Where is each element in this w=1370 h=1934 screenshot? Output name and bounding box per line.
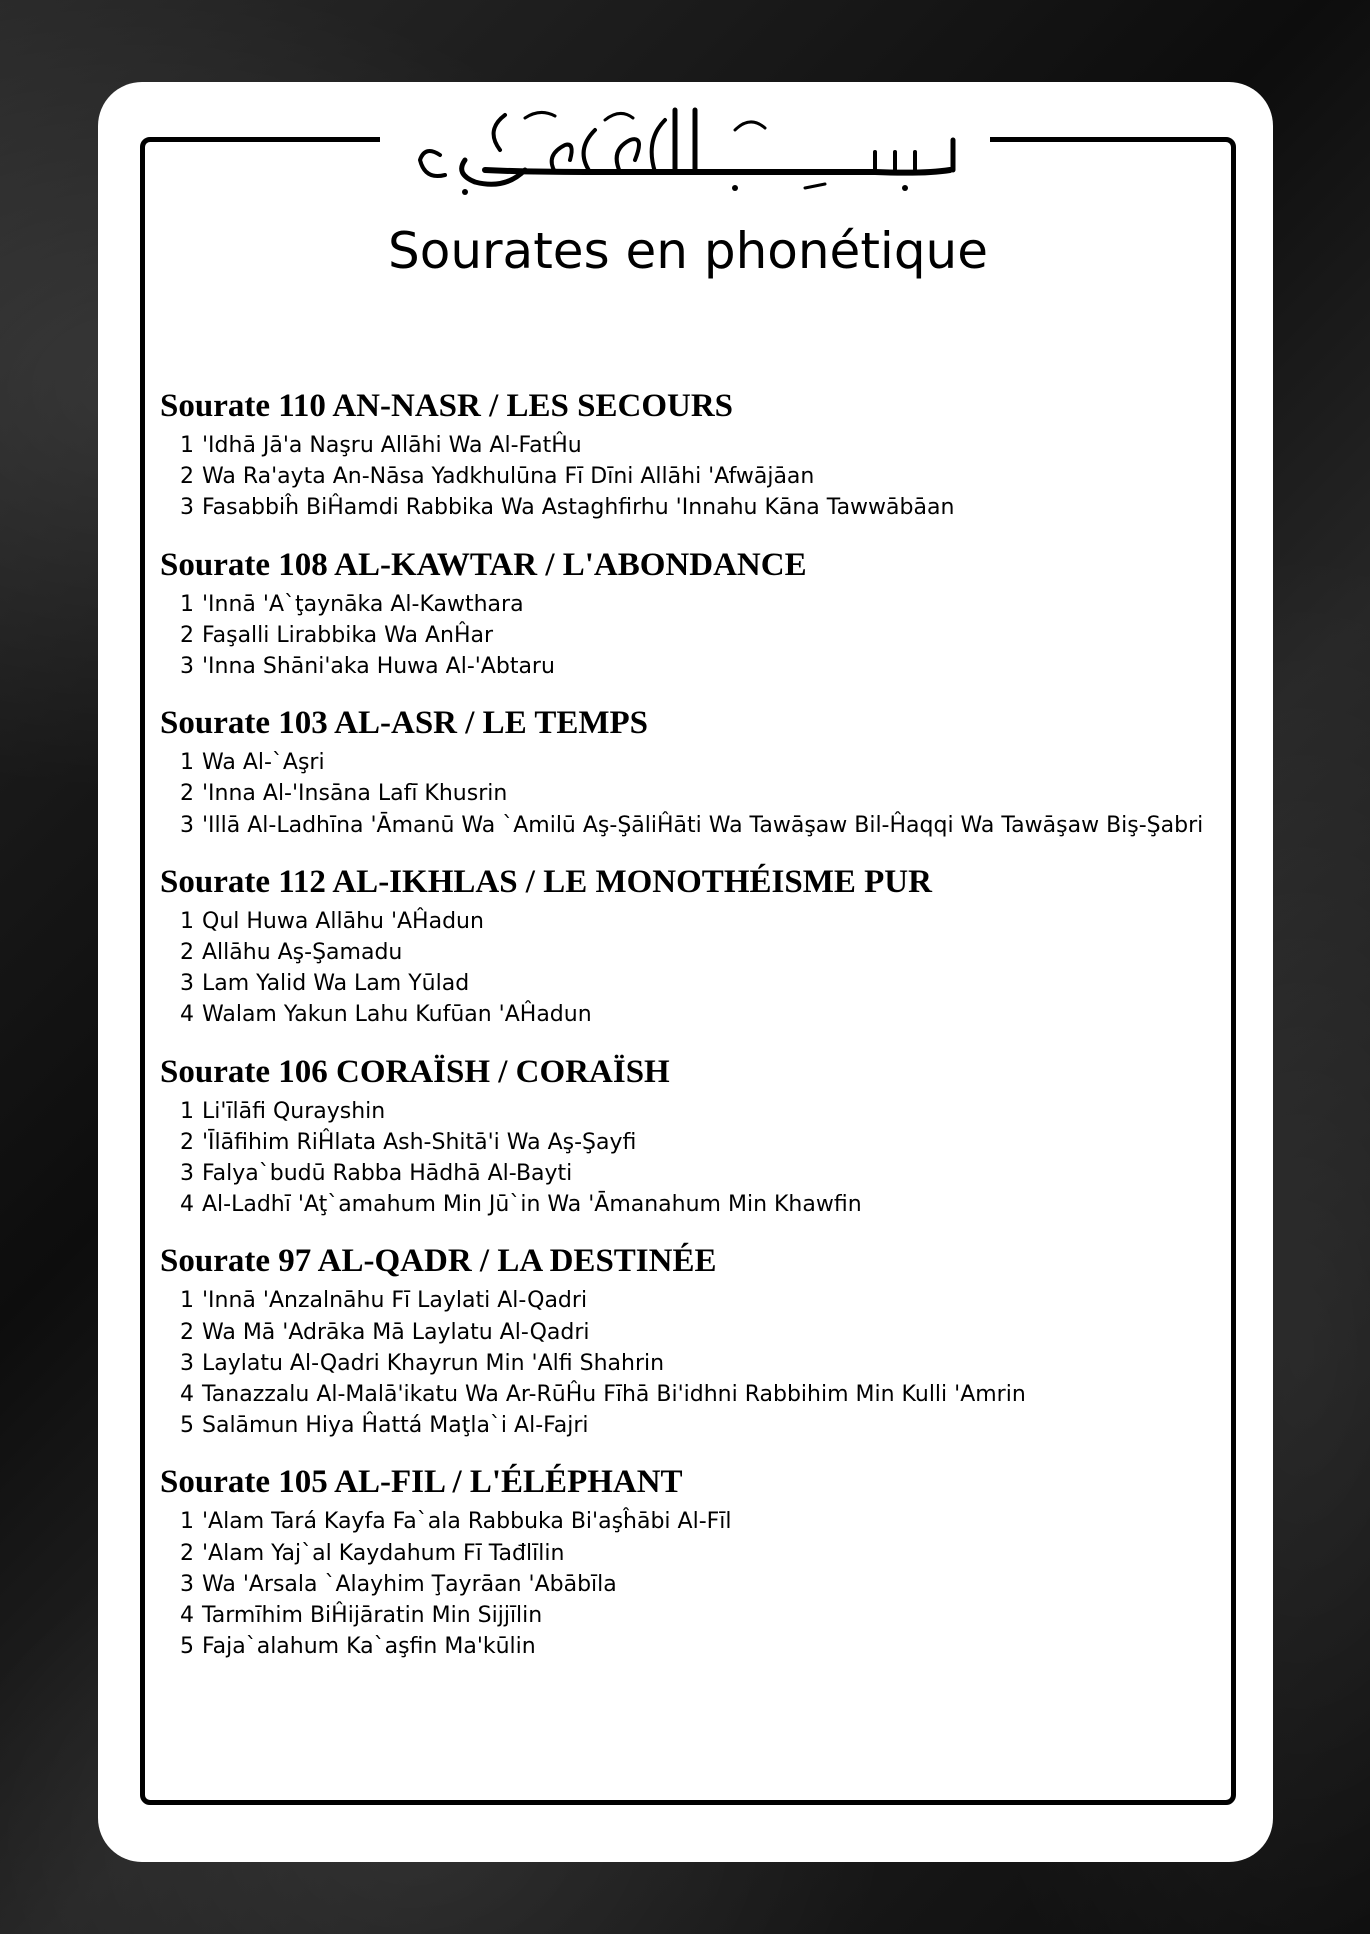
verse-number: 3 (180, 1571, 194, 1597)
verse-text: Wa Al-`Aşri (202, 750, 325, 776)
verse-text: Wa 'Arsala `Alayhim Ţayrāan 'Abābīla (202, 1571, 617, 1597)
verse-text: Fasabbiĥ BiĤamdi Rabbika Wa Astaghfirhu 'Innahu Kāna Tawwābāan (202, 495, 955, 521)
surah-section (160, 858, 1240, 1031)
verse-text: 'Idhā Jā'a Naşru Allāhi Wa Al-FatĤu (202, 433, 582, 458)
verse-text: 'Īlāfihim RiĤlata Ash-Shitā'i Wa Aş-Şayfi (202, 1129, 637, 1155)
verse-line (180, 1631, 1240, 1662)
verse-line (180, 968, 1240, 999)
verse-text: Tanazzalu Al-Malā'ikatu Wa Ar-RūĤu Fīhā Bi'idhni Rabbihim Min Kulli 'Amrin (202, 1382, 1026, 1408)
verse-number: 4 (180, 1382, 194, 1408)
section-gap (160, 682, 1240, 699)
verse-list (180, 430, 1240, 524)
verse-number: 2 (180, 622, 194, 648)
verse-line (180, 620, 1240, 651)
surah-title: Sourate 106 CORAÏSH / CORAÏSH (160, 1053, 670, 1090)
surah-title: Sourate 97 AL-QADR / LA DESTINÉE (160, 1243, 717, 1280)
verse-text: Lam Yalid Wa Lam Yūlad (202, 971, 470, 997)
verse-text: 'Alam Yaj`al Kaydahum Fī Tađlīlin (202, 1540, 565, 1566)
verse-text: Faşalli Lirabbika Wa AnĤar (202, 622, 494, 648)
verse-list (180, 747, 1240, 841)
verse-line (180, 1379, 1240, 1410)
verse-list (180, 906, 1240, 1031)
verse-line (180, 1127, 1240, 1158)
verse-number: 4 (180, 1603, 194, 1629)
verse-list (180, 589, 1240, 683)
verse-line (180, 1158, 1240, 1189)
verse-line (180, 778, 1240, 809)
verse-number: 2 (180, 940, 194, 966)
verse-number: 2 (180, 781, 194, 807)
verse-number: 4 (180, 1002, 194, 1028)
verse-number: 1 (180, 1288, 194, 1314)
verse-line (180, 1189, 1240, 1220)
section-gap (160, 1220, 1240, 1237)
verse-number: 1 (180, 591, 194, 617)
verse-number: 2 (180, 464, 194, 490)
surah-section (160, 541, 1240, 683)
verse-list (180, 1285, 1240, 1441)
section-gap (160, 1031, 1240, 1048)
verse-text: Li'īlāfi Qurayshin (202, 1098, 386, 1124)
verse-text: 'Alam Tará Kayfa Fa`ala Rabbuka Bi'aşĥābi Al-Fīl (202, 1509, 732, 1535)
verse-line (180, 999, 1240, 1030)
surah-title: Sourate 110 AN-NASR / LES SECOURS (160, 388, 734, 424)
surah-section (160, 1237, 1240, 1441)
surah-section (160, 1048, 1240, 1221)
section-gap (160, 1441, 1240, 1458)
verse-line (180, 589, 1240, 620)
verse-text: Wa Mā 'Adrāka Mā Laylatu Al-Qadri (202, 1319, 590, 1345)
verse-number: 3 (180, 1350, 194, 1376)
bismillah-calligraphy-icon (405, 100, 965, 196)
section-gap (160, 841, 1240, 858)
verse-number: 2 (180, 1540, 194, 1566)
verse-line (180, 1410, 1240, 1441)
surah-section (160, 382, 1240, 524)
verse-line (180, 1096, 1240, 1127)
verse-line (180, 747, 1240, 778)
verse-number: 5 (180, 1634, 194, 1660)
page-title: Sourates en phonétique (387, 222, 989, 280)
verse-line (180, 906, 1240, 937)
verse-text: Salāmun Hiya Ĥattá Maţla`i Al-Fajri (202, 1413, 589, 1439)
verse-text: 'Innā 'Anzalnāhu Fī Laylati Al-Qadri (202, 1288, 588, 1314)
verse-line (180, 461, 1240, 492)
surah-section (160, 1458, 1240, 1662)
verse-number: 1 (180, 433, 194, 458)
verse-number: 3 (180, 654, 194, 680)
verse-text: Walam Yakun Lahu Kufūan 'AĤadun (202, 1002, 592, 1028)
verse-line (180, 1538, 1240, 1569)
verse-text: 'Illā Al-Ladhīna 'Āmanū Wa `Amilū Aş-ŞāliĤāti Wa Tawāşaw Bil-Ĥaqqi Wa Tawāşaw Biş-Şabri (202, 812, 1204, 838)
surah-section (160, 699, 1240, 841)
verse-number: 3 (180, 812, 194, 838)
verse-text: Laylatu Al-Qadri Khayrun Min 'Alfi Shahrin (202, 1350, 665, 1376)
surah-title: Sourate 105 AL-FIL / L'ÉLÉPHANT (160, 1464, 683, 1501)
verse-line (180, 1506, 1240, 1537)
verse-line (180, 1285, 1240, 1316)
verse-line (180, 492, 1240, 523)
verse-text: Wa Ra'ayta An-Nāsa Yadkhulūna Fī Dīni Allāhi 'Afwājāan (202, 464, 815, 490)
verse-text: Al-Ladhī 'Aţ`amahum Min Jū`in Wa 'Āmanahum Min Khawfin (202, 1192, 862, 1218)
surah-title: Sourate 112 AL-IKHLAS / LE MONOTHÉISME PUR (160, 863, 932, 900)
verse-line (180, 651, 1240, 682)
verse-text: 'Inna Shāni'aka Huwa Al-'Abtaru (202, 654, 555, 680)
verse-line (180, 1569, 1240, 1600)
verse-line (180, 1317, 1240, 1348)
verse-number: 3 (180, 1161, 194, 1187)
verse-number: 1 (180, 908, 194, 934)
section-gap (160, 524, 1240, 541)
verse-number: 1 (180, 1509, 194, 1535)
verse-number: 2 (180, 1319, 194, 1345)
verse-text: Falya`budū Rabba Hādhā Al-Bayti (202, 1161, 573, 1187)
verse-number: 3 (180, 495, 194, 521)
verse-line (180, 937, 1240, 968)
verse-number: 4 (180, 1192, 194, 1218)
verse-number: 1 (180, 1098, 194, 1124)
verse-list (180, 1096, 1240, 1221)
bismillah-calligraphy (380, 92, 990, 204)
surah-title: Sourate 108 AL-KAWTAR / L'ABONDANCE (160, 546, 807, 583)
verse-line (180, 1600, 1240, 1631)
verse-text: Allāhu Aş-Şamadu (202, 940, 403, 966)
verse-text: 'Inna Al-'Insāna Lafī Khusrin (202, 781, 508, 807)
verse-list (180, 1506, 1240, 1662)
verse-number: 5 (180, 1413, 194, 1439)
verse-line (180, 1348, 1240, 1379)
verse-text: Qul Huwa Allāhu 'AĤadun (202, 908, 484, 934)
verse-text: Faja`alahum Ka`aşfin Ma'kūlin (202, 1634, 536, 1660)
verse-number: 1 (180, 750, 194, 776)
verse-number: 3 (180, 971, 194, 997)
verse-text: 'Innā 'A`ţaynāka Al-Kawthara (202, 591, 524, 617)
surah-title: Sourate 103 AL-ASR / LE TEMPS (160, 705, 649, 742)
surah-list (160, 382, 1240, 1662)
verse-line (180, 430, 1240, 461)
verse-number: 2 (180, 1129, 194, 1155)
verse-text: Tarmīhim BiĤijāratin Min Sijjīlin (202, 1603, 543, 1629)
verse-line (180, 810, 1240, 841)
